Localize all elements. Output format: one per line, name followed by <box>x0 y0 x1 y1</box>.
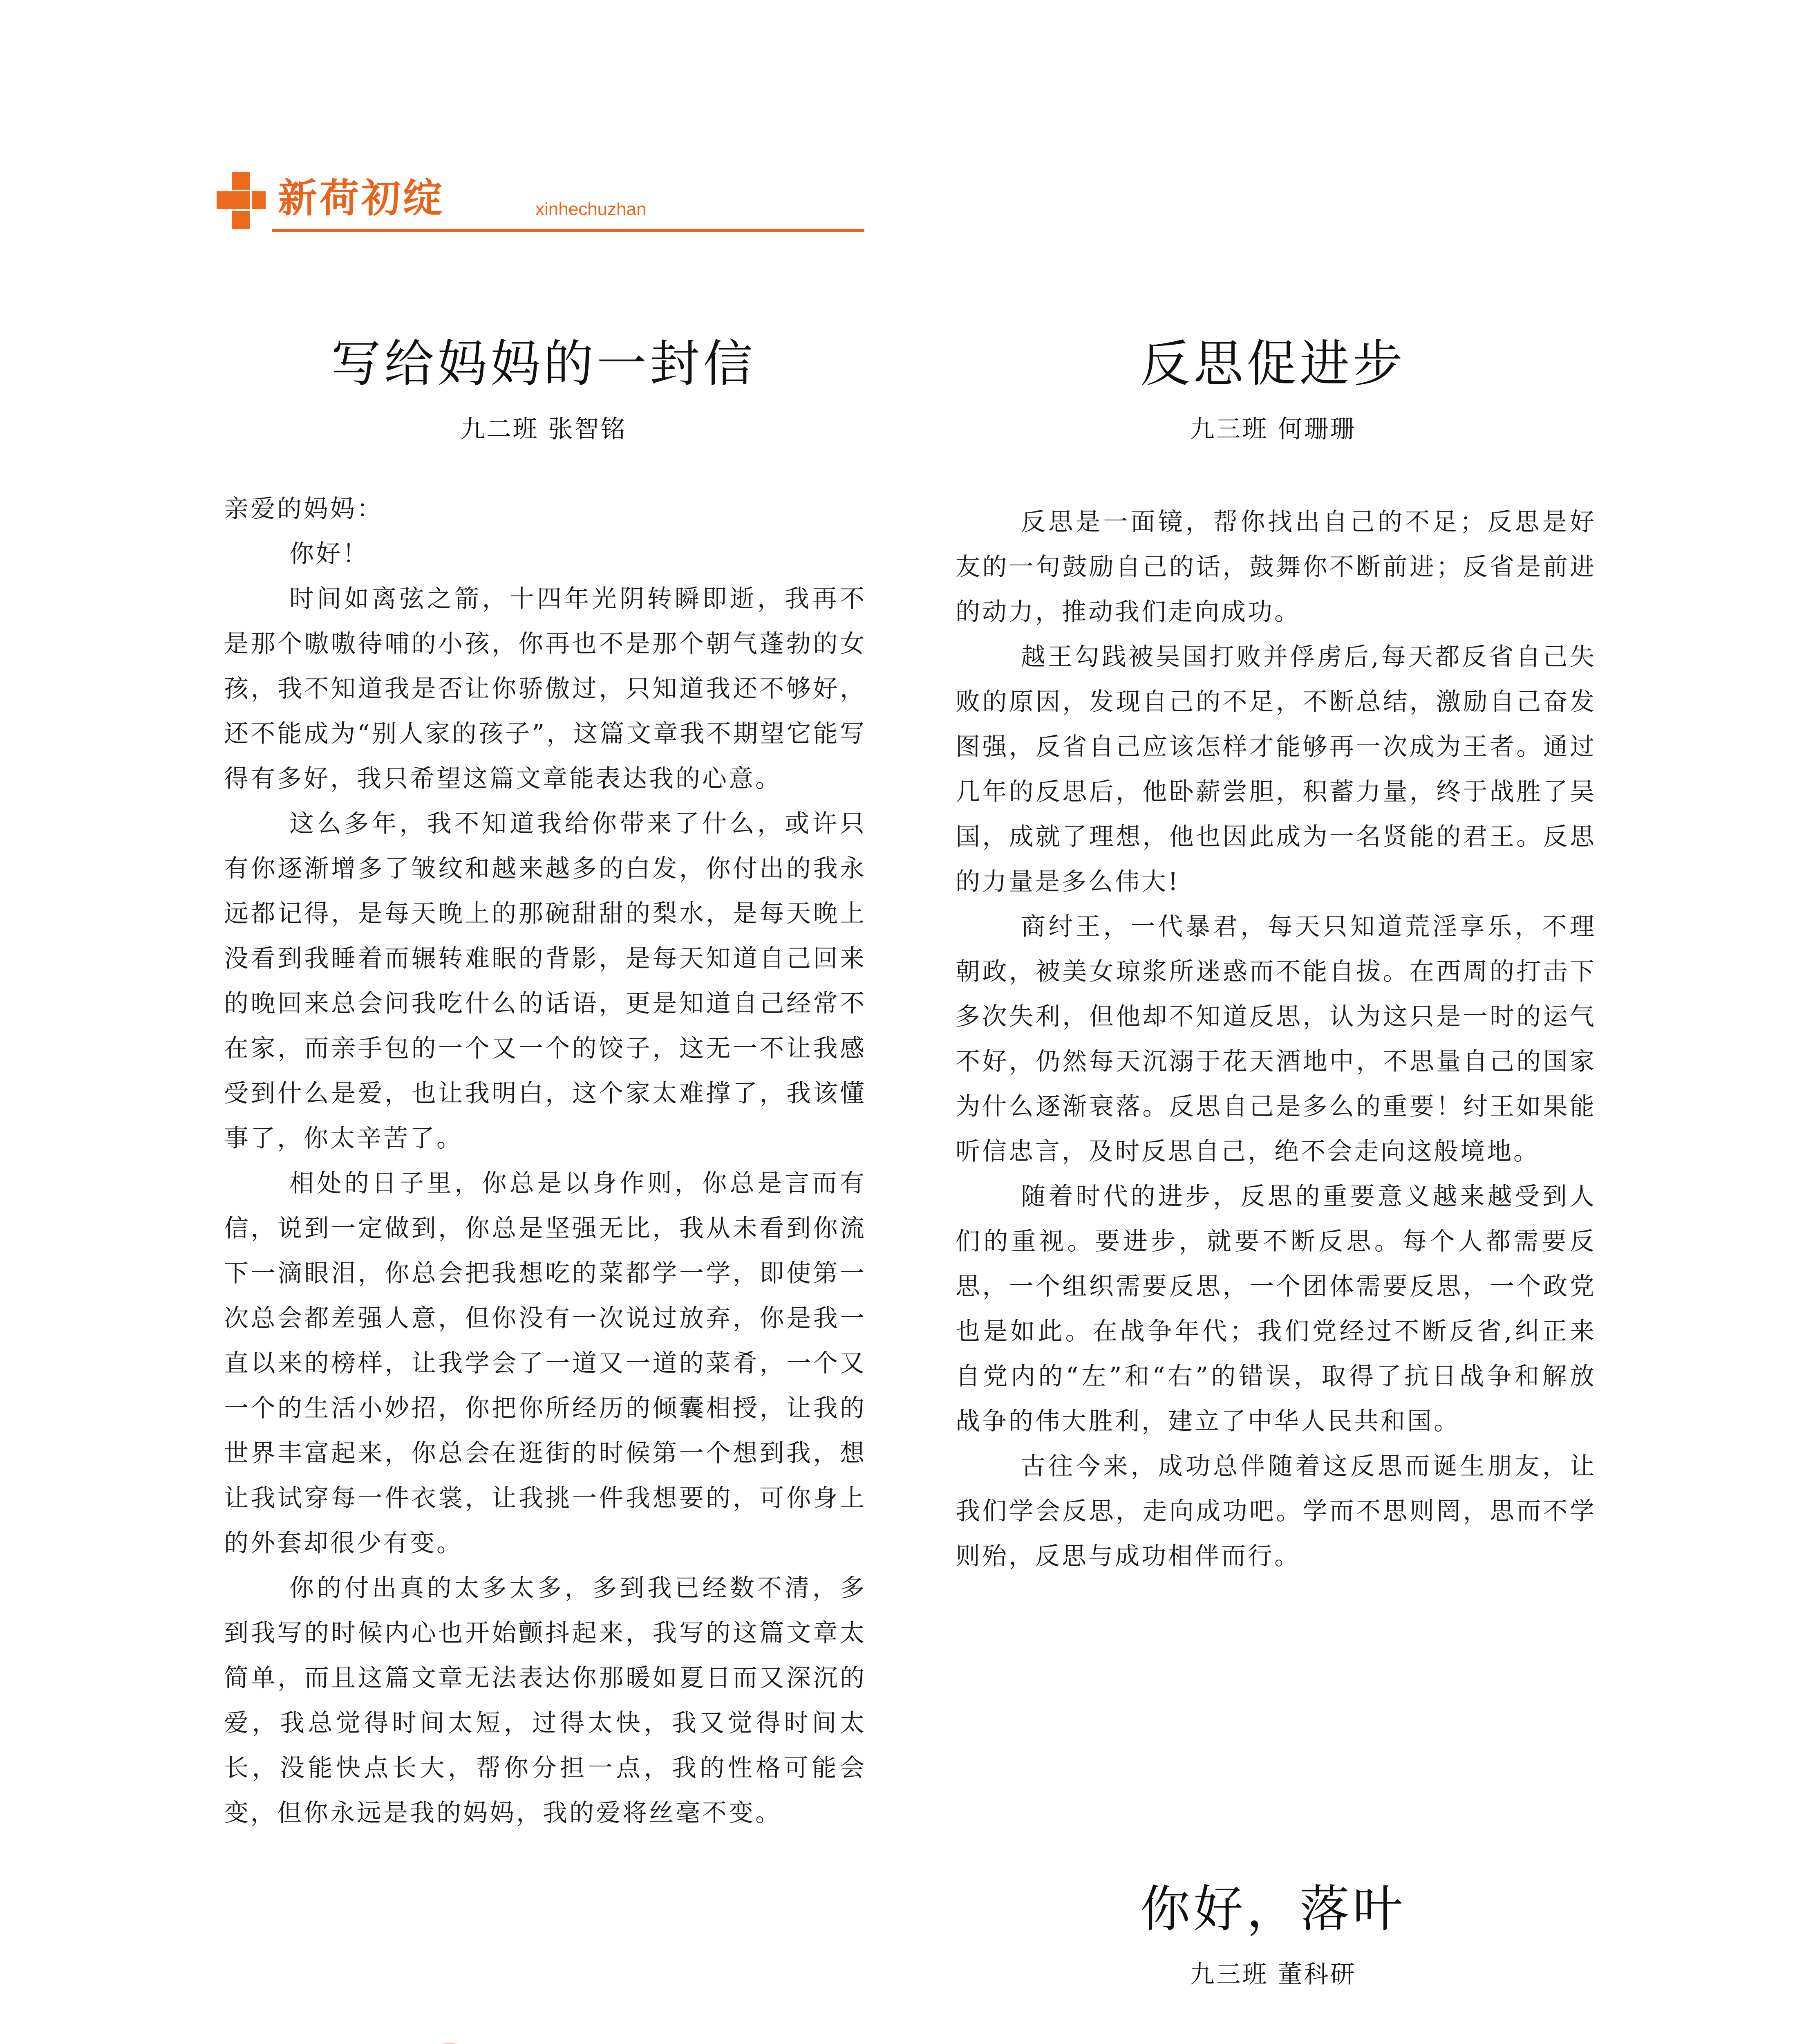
article-1-title: 写给妈妈的一封信 <box>331 335 756 393</box>
greeting: 你好！ <box>289 540 369 568</box>
section-rule <box>272 229 864 232</box>
section-subtitle: xinhechuzhan <box>535 199 647 219</box>
paragraph: 越王勾践被吴国打败并俘虏后,每天都反省自己失败的原因，发现自己的不足，不断总结，激励自己奋发图强，反省自己应该怎样才能够再一次成为王者。通过几年的反思后，他卧薪尝胆，积蓄力量，终于战胜了吴国，成就了理想，他也因此成为一名贤能的君王。反思的力量是多么伟大! <box>956 643 1596 896</box>
article-2-byline: 九三班 何珊珊 <box>1190 415 1356 444</box>
paragraph: 反思是一面镜，帮你找出自己的不足；反思是好友的一句鼓励自己的话，鼓舞你不断前进；反省是前进的动力，推动我们走向成功。 <box>956 508 1596 626</box>
paragraph: 随着时代的进步，反思的重要意义越来越受到人们的重视。要进步，就要不断反思。每个人都需要反思，一个组织需要反思，一个团体需要反思，一个政党也是如此。在战争年代；我们党经过不断反省,纠正来自党内的“左”和“右”的错误，取得了抗日战争和解放战争的伟大胜利，建立了中华人民共和国。 <box>956 1182 1596 1436</box>
paragraph: 这么多年，我不知道我给你带来了什么，或许只有你逐渐增多了皱纹和越来越多的白发，你付出的我永远都记得，是每天晚上的那碗甜甜的梨水，是每天晚上没看到我睡着而辗转难眠的背影，是每天知道自己回来的晚回来总会问我吃什么的话语，更是知道自己经常不在家，而亲手包的一个又一个的饺子，这无一不让我感受到什么是爱，也让我明白，这个家太难撑了，我该懂事了，你太辛苦了。 <box>224 809 866 1153</box>
paragraph: 古往今来，成功总伴随着这反思而诞生朋友，让我们学会反思，走向成功吧。学而不思则罔，思而不学则殆，反思与成功相伴而行。 <box>956 1452 1596 1571</box>
paragraph <box>956 2040 1596 2044</box>
article-3-byline: 九三班 董科研 <box>1190 1960 1356 1989</box>
section-title: 新荷初绽 <box>278 175 445 221</box>
article-1-body <box>224 486 866 1836</box>
salutation: 亲爱的妈妈： <box>224 495 383 523</box>
paragraph: 商纣王，一代暴君，每天只知道荒淫享乐，不理朝政，被美女琼浆所迷惑而不能自拔。在西周的打击下多次失利，但他却不知道反思，认为这只是一时的运气不好，仍然每天沉溺于花天酒地中，不思量自己的国家为什么逐渐衰落。反思自己是多么的重要！纣王如果能听信忠言，及时反思自己，绝不会走向这般境地。 <box>956 912 1596 1166</box>
article-3-title: 你好，落叶 <box>1140 1880 1406 1938</box>
article-2-title: 反思促进步 <box>1140 335 1406 393</box>
paragraph: 相处的日子里，你总是以身作则，你总是言而有信，说到一定做到，你总是坚强无比，我从未看到你流下一滴眼泪，你总会把我想吃的菜都学一学，即使第一次总会都差强人意，但你没有一次说过放弃，你是我一直以来的榜样，让我学会了一道又一道的菜肴，一个又一个的生活小妙招，你把你所经历的倾囊相授，让我的世界丰富起来，你总会在逛街的时候第一个想到我，想让我试穿每一件衣裳，让我挑一件我想要的，可你身上的外套却很少有变。 <box>224 1169 866 1558</box>
section-logo-icon <box>217 172 266 229</box>
mountain-illustration <box>229 2028 1005 2044</box>
article-3-body <box>956 2040 1596 2044</box>
article-2-body <box>956 500 1596 1579</box>
article-1-byline: 九二班 张智铭 <box>460 415 627 444</box>
paragraph: 时间如离弦之箭，十四年光阴转瞬即逝，我再不是那个嗷嗷待哺的小孩，你再也不是那个朝气蓬勃的女孩，我不知道我是否让你骄傲过，只知道我还不够好，还不能成为“别人家的孩子”，这篇文章我不期望它能写得有多好，我只希望这篇文章能表达我的心意。 <box>224 585 866 793</box>
paragraph: 你的付出真的太多太多，多到我已经数不清，多到我写的时候内心也开始颤抖起来，我写的这篇文章太简单，而且这篇文章无法表达你那暖如夏日而又深沉的爱，我总觉得时间太短，过得太快，我又觉得时间太长，没能快点长大，帮你分担一点，我的性格可能会变，但你永远是我的妈妈，我的爱将丝毫不变。 <box>224 1574 866 1827</box>
